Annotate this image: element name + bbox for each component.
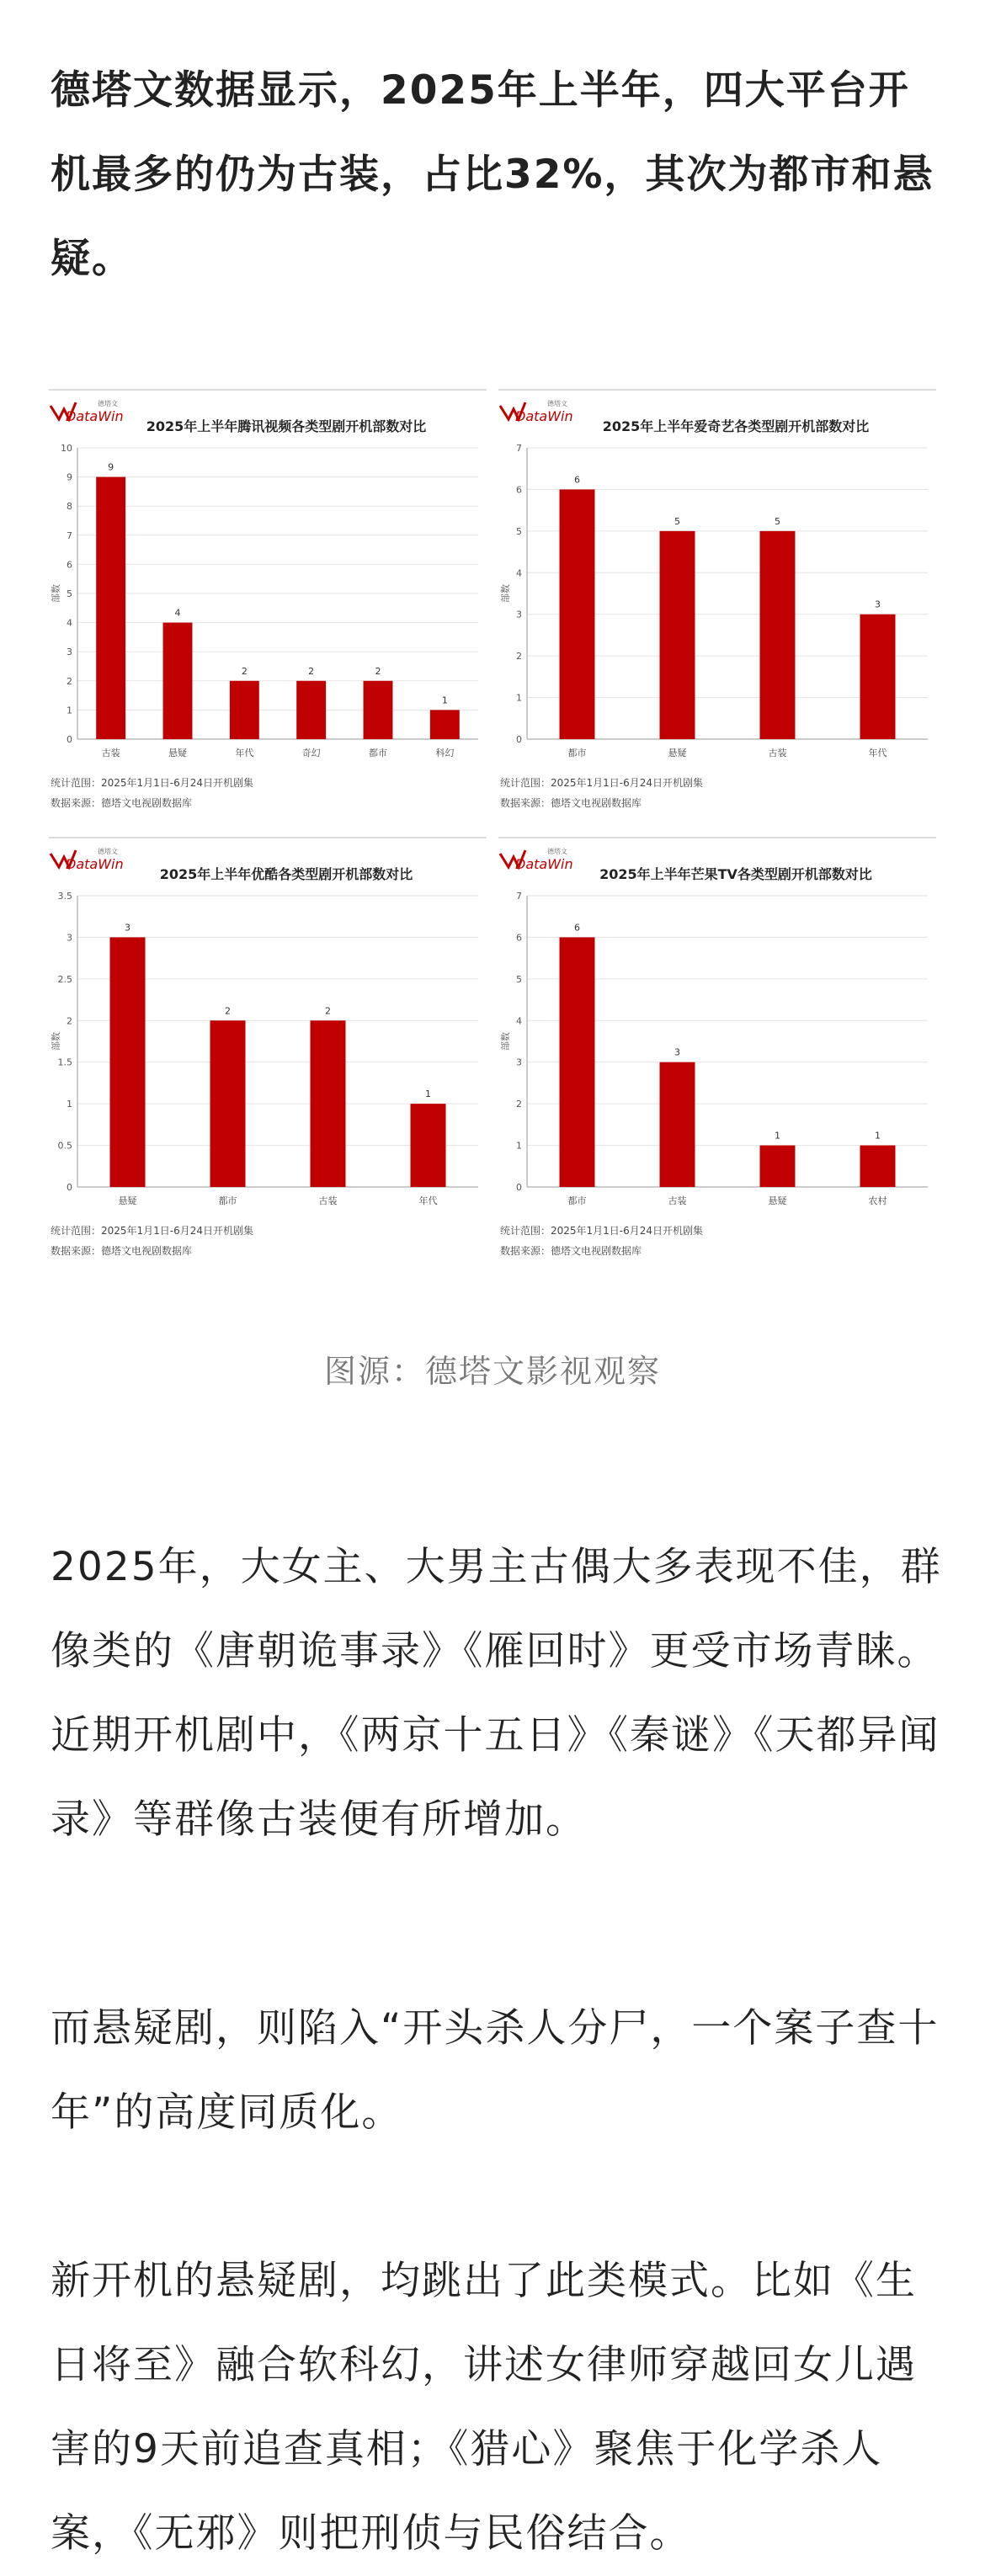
bar-value-label: 2 bbox=[308, 665, 315, 677]
bar bbox=[660, 531, 695, 739]
x-tick-label: 年代 bbox=[868, 748, 887, 758]
x-tick-label: 古装 bbox=[318, 1195, 338, 1206]
bar-value-label: 1 bbox=[775, 1130, 780, 1142]
y-tick-label: 4 bbox=[516, 1015, 522, 1027]
chart-panel-mangotv bbox=[498, 837, 936, 1276]
chart-footnote-source: 数据来源：德塔文电视剧数据库 bbox=[500, 1245, 642, 1257]
x-tick-label: 悬疑 bbox=[118, 1195, 137, 1206]
bar-value-label: 1 bbox=[425, 1088, 431, 1100]
y-tick-label: 4 bbox=[67, 617, 72, 629]
x-tick-label: 年代 bbox=[418, 1195, 438, 1206]
datawin-logo bbox=[51, 399, 124, 424]
y-tick-label: 3 bbox=[67, 932, 72, 944]
datawin-logo bbox=[500, 847, 573, 872]
x-tick-label: 古装 bbox=[668, 1195, 687, 1206]
chart-footnote-range: 统计范围：2025年1月1日-6月24日开机剧集 bbox=[500, 777, 704, 789]
chart-title: 2025年上半年优酷各类型剧开机部数对比 bbox=[159, 866, 413, 882]
y-tick-label: 0.5 bbox=[57, 1140, 72, 1152]
y-tick-label: 1 bbox=[67, 1099, 72, 1110]
bar-value-label: 3 bbox=[875, 599, 881, 610]
bar-value-label: 5 bbox=[775, 515, 780, 527]
bar-value-label: 6 bbox=[574, 922, 580, 934]
chart-panel-iqiyi bbox=[498, 389, 936, 828]
logo-cn: 德塔文 bbox=[98, 848, 118, 855]
paragraph-new-suspense: 新开机的悬疑剧，均跳出了此类模式。比如《生日将至》融合软科幻，讲述女律师穿越回女儿遇害的9天前追查真相；《猎心》聚焦于化学杀人案，《无邪》则把刑侦与民俗结合。 bbox=[51, 2258, 917, 2557]
y-tick-label: 5 bbox=[516, 973, 522, 985]
bar bbox=[430, 710, 460, 739]
x-tick-label: 都市 bbox=[567, 1195, 587, 1206]
bar bbox=[760, 531, 796, 739]
chart-footnote-range: 统计范围：2025年1月1日-6月24日开机剧集 bbox=[500, 1225, 704, 1237]
y-tick-label: 6 bbox=[516, 932, 522, 944]
bar bbox=[560, 489, 595, 739]
y-tick-label: 7 bbox=[516, 443, 522, 454]
chart-footnote-source: 数据来源：德塔文电视剧数据库 bbox=[51, 797, 193, 809]
logo-en: DataWin bbox=[66, 856, 124, 872]
image-caption: 图源：德塔文影视观察 bbox=[323, 1353, 661, 1390]
y-tick-label: 3 bbox=[516, 609, 522, 620]
x-tick-label: 年代 bbox=[235, 748, 254, 758]
y-tick-label: 2 bbox=[516, 651, 522, 663]
y-tick-label: 3.5 bbox=[57, 891, 72, 902]
bar bbox=[560, 937, 595, 1187]
y-tick-label: 8 bbox=[67, 501, 72, 513]
y-axis-label: 部数 bbox=[51, 584, 61, 603]
bar-value-label: 9 bbox=[108, 461, 114, 473]
chart-panel-tencent bbox=[49, 389, 487, 828]
y-tick-label: 2 bbox=[516, 1099, 522, 1110]
chart-footnote-range: 统计范围：2025年1月1日-6月24日开机剧集 bbox=[51, 1225, 254, 1237]
bar bbox=[110, 937, 146, 1187]
y-tick-label: 0 bbox=[516, 734, 522, 745]
y-tick-label: 7 bbox=[516, 891, 522, 902]
chart-tencent bbox=[49, 391, 487, 828]
bar bbox=[311, 1020, 346, 1187]
chart-youku bbox=[49, 838, 487, 1276]
y-tick-label: 5 bbox=[67, 588, 72, 599]
chart-grid bbox=[49, 389, 936, 1275]
bar bbox=[296, 681, 326, 739]
bar-value-label: 1 bbox=[441, 695, 448, 706]
datawin-logo bbox=[500, 399, 573, 424]
y-tick-label: 1 bbox=[516, 1140, 522, 1152]
chart-panel-youku bbox=[49, 837, 487, 1276]
y-tick-label: 3 bbox=[516, 1056, 522, 1068]
x-tick-label: 都市 bbox=[218, 1195, 237, 1206]
y-axis-label: 部数 bbox=[500, 1032, 511, 1051]
bar bbox=[96, 477, 125, 739]
chart-footnote-source: 数据来源：德塔文电视剧数据库 bbox=[500, 797, 642, 809]
paragraph-costume: 2025年，大女主、大男主古偶大多表现不佳，群像类的《唐朝诡事录》《雁回时》更受市场青睐。近期开机剧中，《两京十五日》《秦谜》《天都异闻录》等群像古装便有所增加。 bbox=[51, 1544, 942, 1843]
y-tick-label: 0 bbox=[516, 1182, 522, 1193]
bar-value-label: 2 bbox=[325, 1005, 331, 1017]
logo-cn: 德塔文 bbox=[547, 400, 567, 407]
bar-value-label: 4 bbox=[174, 607, 181, 619]
x-tick-label: 悬疑 bbox=[168, 748, 187, 758]
bar-value-label: 3 bbox=[125, 922, 130, 934]
x-tick-label: 都市 bbox=[567, 748, 587, 758]
y-tick-label: 5 bbox=[516, 525, 522, 537]
logo-en: DataWin bbox=[515, 408, 573, 424]
bar bbox=[411, 1104, 446, 1187]
y-tick-label: 4 bbox=[516, 567, 522, 579]
chart-footnote-source: 数据来源：德塔文电视剧数据库 bbox=[51, 1245, 193, 1257]
chart-title: 2025年上半年芒果TV各类型剧开机部数对比 bbox=[599, 866, 872, 882]
x-tick-label: 都市 bbox=[369, 748, 387, 758]
bar bbox=[660, 1062, 695, 1187]
bar bbox=[210, 1020, 246, 1187]
bar bbox=[230, 681, 259, 739]
x-tick-label: 古装 bbox=[101, 748, 120, 758]
y-tick-label: 9 bbox=[67, 471, 72, 483]
logo-cn: 德塔文 bbox=[547, 848, 567, 855]
bar-value-label: 6 bbox=[574, 474, 580, 486]
bar-value-label: 3 bbox=[674, 1046, 680, 1058]
bar-value-label: 2 bbox=[225, 1005, 231, 1017]
logo-cn: 德塔文 bbox=[98, 400, 118, 407]
datawin-logo bbox=[51, 847, 124, 872]
y-tick-label: 7 bbox=[67, 530, 72, 541]
y-tick-label: 1.5 bbox=[57, 1056, 72, 1068]
y-tick-label: 3 bbox=[67, 647, 72, 658]
logo-en: DataWin bbox=[515, 856, 573, 872]
y-tick-label: 0 bbox=[67, 1182, 72, 1193]
y-tick-label: 1 bbox=[67, 705, 72, 716]
x-tick-label: 古装 bbox=[768, 748, 787, 758]
chart-footnote-range: 统计范围：2025年1月1日-6月24日开机剧集 bbox=[51, 777, 254, 789]
chart-iqiyi bbox=[498, 391, 936, 828]
y-axis-label: 部数 bbox=[51, 1032, 61, 1051]
bar-value-label: 2 bbox=[375, 665, 381, 677]
y-tick-label: 6 bbox=[67, 559, 72, 571]
y-tick-label: 0 bbox=[67, 734, 72, 745]
bar bbox=[163, 623, 193, 739]
x-tick-label: 农村 bbox=[868, 1195, 887, 1206]
chart-title: 2025年上半年爱奇艺各类型剧开机部数对比 bbox=[602, 418, 870, 434]
y-tick-label: 6 bbox=[516, 484, 522, 496]
y-tick-label: 2.5 bbox=[57, 973, 72, 985]
bar bbox=[860, 615, 896, 739]
x-tick-label: 悬疑 bbox=[668, 748, 687, 758]
paragraph-suspense: 而悬疑剧，则陷入“开头杀人分尸，一个案子查十年”的高度同质化。 bbox=[51, 2005, 940, 2136]
x-tick-label: 科幻 bbox=[435, 748, 455, 758]
x-tick-label: 悬疑 bbox=[768, 1195, 787, 1206]
bar-value-label: 1 bbox=[875, 1130, 881, 1142]
chart-title: 2025年上半年腾讯视频各类型剧开机部数对比 bbox=[146, 418, 427, 434]
y-tick-label: 10 bbox=[61, 443, 72, 454]
y-tick-label: 2 bbox=[67, 1015, 72, 1027]
bar-value-label: 5 bbox=[674, 515, 680, 527]
bar-value-label: 2 bbox=[241, 665, 248, 677]
logo-en: DataWin bbox=[66, 408, 124, 424]
bar bbox=[760, 1146, 796, 1187]
y-tick-label: 1 bbox=[516, 692, 522, 704]
bar bbox=[364, 681, 393, 739]
x-tick-label: 奇幻 bbox=[301, 748, 321, 758]
bar bbox=[860, 1146, 896, 1187]
chart-mangotv bbox=[498, 838, 936, 1276]
y-axis-label: 部数 bbox=[500, 584, 511, 603]
intro-paragraph: 德塔文数据显示，2025年上半年，四大平台开机最多的仍为古装，占比32%，其次为都市和悬疑。 bbox=[51, 67, 934, 282]
y-tick-label: 2 bbox=[67, 675, 72, 687]
